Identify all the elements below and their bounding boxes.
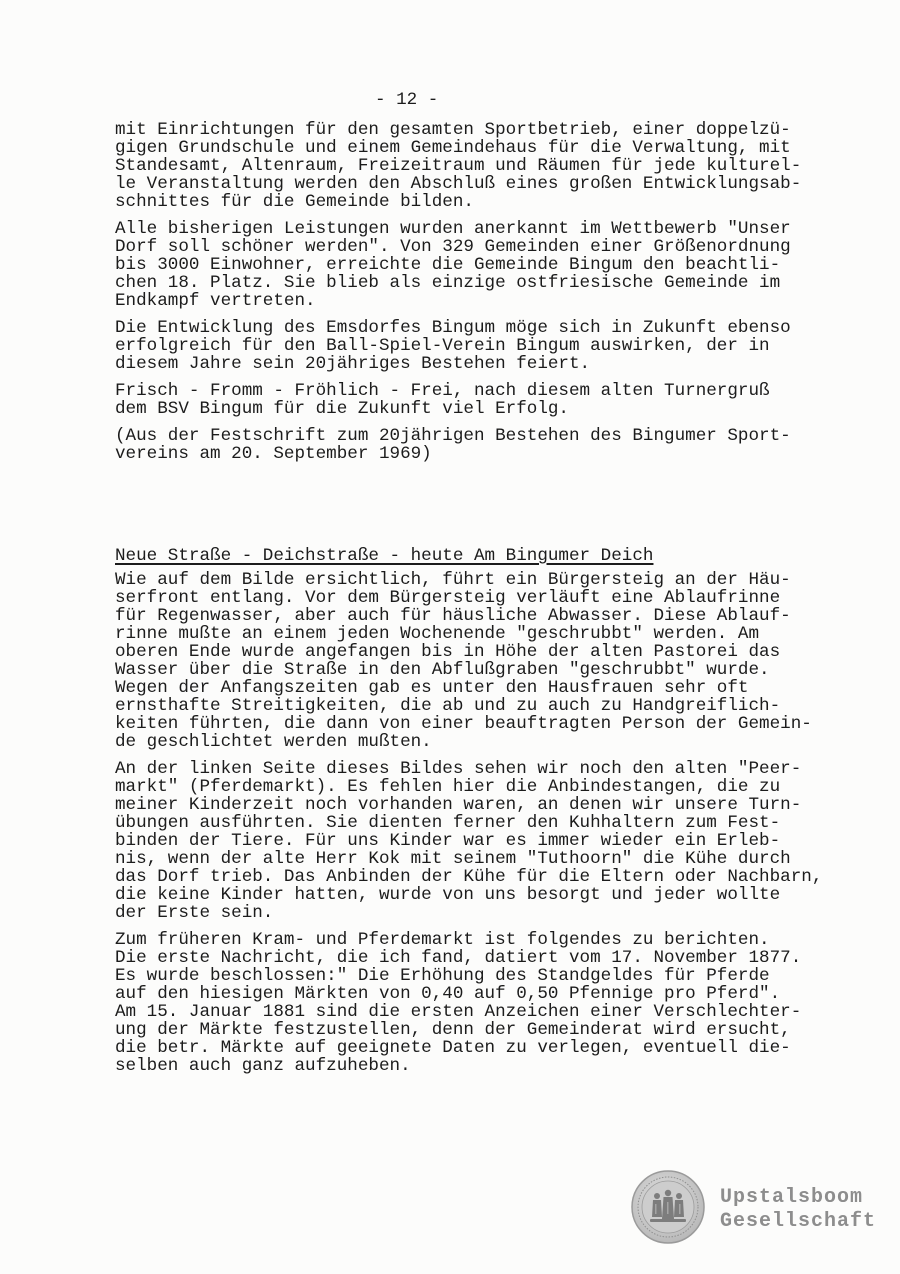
paragraph xyxy=(115,220,875,310)
text-line: auf den hiesigen Märkten von 0,40 auf 0,50 Pfennige pro Pferd". xyxy=(115,984,781,1004)
text-line: schnittes für die Gemeinde bilden. xyxy=(115,192,474,212)
text-line: mit Einrichtungen für den gesamten Sportbetrieb, einer doppelzü- xyxy=(115,120,791,140)
text-line: binden der Tiere. Für uns Kinder war es immer wieder ein Erleb- xyxy=(115,831,781,851)
text-line: serfront entlang. Vor dem Bürgersteig verläuft eine Ablaufrinne xyxy=(115,588,781,608)
paragraph xyxy=(115,121,875,211)
citation-paragraph xyxy=(115,427,875,463)
text-line: Zum früheren Kram- und Pferdemarkt ist folgendes zu berichten. xyxy=(115,930,770,950)
text-line: Dorf soll schöner werden". Von 329 Gemeinden einer Größenordnung xyxy=(115,237,791,257)
text-line: Die Entwicklung des Emsdorfes Bingum möge sich in Zukunft ebenso xyxy=(115,318,791,338)
section-heading-wrap xyxy=(115,546,875,571)
section-text-block xyxy=(115,546,875,1084)
text-line: ernsthafte Streitigkeiten, die ab und zu auch zu Handgreiflich- xyxy=(115,696,781,716)
text-line: übungen ausführten. Sie dienten ferner den Kuhhaltern zum Fest- xyxy=(115,813,781,833)
text-line: Alle bisherigen Leistungen wurden anerkannt im Wettbewerb "Unser xyxy=(115,219,791,239)
section-heading: Neue Straße - Deichstraße - heute Am Bingumer Deich xyxy=(115,546,654,566)
text-line: de geschlichtet werden mußten. xyxy=(115,732,432,752)
text-line: vereins am 20. September 1969) xyxy=(115,444,432,464)
paragraph xyxy=(115,760,875,922)
text-line: Es wurde beschlossen:" Die Erhöhung des Standgeldes für Pferde xyxy=(115,966,770,986)
paragraph xyxy=(115,319,875,373)
watermark-title: Upstalsboom xyxy=(720,1186,864,1209)
text-line: Standesamt, Altenraum, Freizeitraum und Räumen für jede kulturel- xyxy=(115,156,802,176)
text-line: die betr. Märkte auf geeignete Daten zu verlegen, eventuell die- xyxy=(115,1038,791,1058)
paragraph xyxy=(115,571,875,751)
text-line: markt" (Pferdemarkt). Es fehlen hier die Anbindestangen, die zu xyxy=(115,777,781,797)
text-line: rinne mußte an einem jeden Wochenende "geschrubbt" werden. Am xyxy=(115,624,760,644)
text-line: Wasser über die Straße in den Abflußgraben "geschrubbt" wurde. xyxy=(115,660,770,680)
text-line: dem BSV Bingum für die Zukunft viel Erfolg. xyxy=(115,399,569,419)
text-line: diesem Jahre sein 20jähriges Bestehen feiert. xyxy=(115,354,591,374)
text-line: keiten führten, die dann von einer beauftragten Person der Gemein- xyxy=(115,714,812,734)
text-line: (Aus der Festschrift zum 20jährigen Bestehen des Bingumer Sport- xyxy=(115,426,791,446)
text-line: Endkampf vertreten. xyxy=(115,291,316,311)
text-line: oberen Ende wurde angefangen bis in Höhe der alten Pastorei das xyxy=(115,642,781,662)
text-line: le Veranstaltung werden den Abschluß eines großen Entwicklungsab- xyxy=(115,174,802,194)
text-line: die keine Kinder hatten, wurde von uns besorgt und jeder wollte xyxy=(115,885,781,905)
text-line: Die erste Nachricht, die ich fand, datiert vom 17. November 1877. xyxy=(115,948,802,968)
page-number: - 12 - xyxy=(375,90,439,110)
text-line: ung der Märkte festzustellen, denn der Gemeinderat wird ersucht, xyxy=(115,1020,791,1040)
text-line: Wie auf dem Bilde ersichtlich, führt ein Bürgersteig an der Häu- xyxy=(115,570,791,590)
text-line: Wegen der Anfangszeiten gab es unter den Hausfrauen sehr oft xyxy=(115,678,749,698)
text-line: Am 15. Januar 1881 sind die ersten Anzeichen einer Verschlechter- xyxy=(115,1002,802,1022)
text-line: der Erste sein. xyxy=(115,903,274,923)
seal-icon xyxy=(630,1169,706,1245)
paragraph xyxy=(115,382,875,418)
text-line: bis 3000 Einwohner, erreichte die Gemeinde Bingum den beachtli- xyxy=(115,255,781,275)
paragraph xyxy=(115,931,875,1075)
text-line: selben auch ganz aufzuheben. xyxy=(115,1056,411,1076)
text-line: meiner Kinderzeit noch vorhanden waren, an denen wir unsere Turn- xyxy=(115,795,802,815)
text-line: gigen Grundschule und einem Gemeindehaus für die Verwaltung, mit xyxy=(115,138,791,158)
watermark-subtitle: Gesellschaft xyxy=(720,1210,877,1233)
text-line: erfolgreich für den Ball-Spiel-Verein Bingum auswirken, der in xyxy=(115,336,770,356)
text-line: das Dorf trieb. Das Anbinden der Kühe für die Eltern oder Nachbarn, xyxy=(115,867,823,887)
text-line: Frisch - Fromm - Fröhlich - Frei, nach diesem alten Turnergruß xyxy=(115,381,770,401)
intro-text-block xyxy=(115,121,875,472)
text-line: chen 18. Platz. Sie blieb als einzige ostfriesische Gemeinde im xyxy=(115,273,781,293)
text-line: An der linken Seite dieses Bildes sehen wir noch den alten "Peer- xyxy=(115,759,802,779)
text-line: nis, wenn der alte Herr Kok mit seinem "Tuthoorn" die Kühe durch xyxy=(115,849,791,869)
text-line: für Regenwasser, aber auch für häusliche Abwasser. Diese Ablauf- xyxy=(115,606,791,626)
